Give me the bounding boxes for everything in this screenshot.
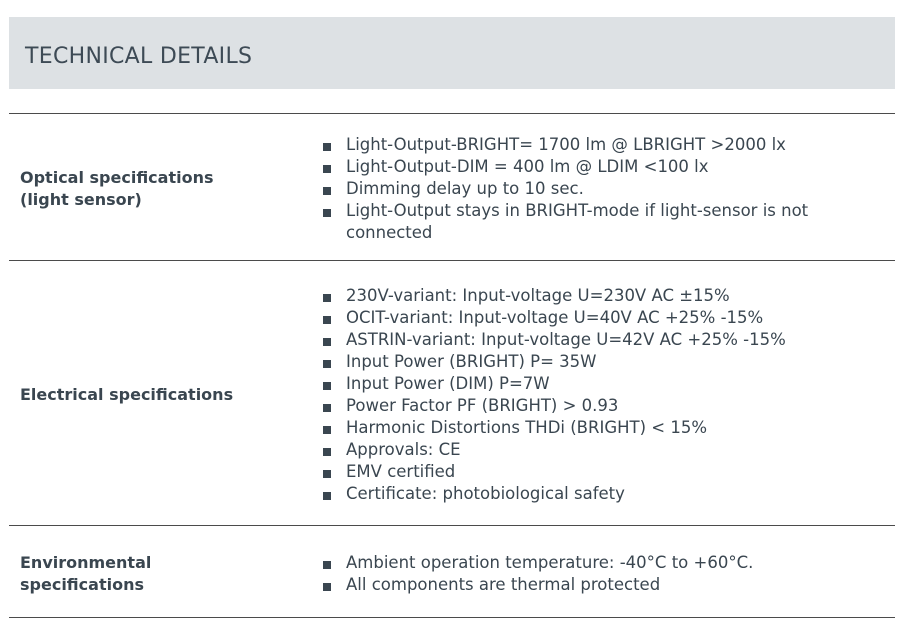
- list-item-text: Harmonic Distortions THDi (BRIGHT) < 15%: [346, 418, 708, 437]
- list-item: [322, 178, 882, 200]
- list-item: [322, 439, 882, 461]
- list-item: [322, 395, 882, 417]
- list-item-text: OCIT-variant: Input-voltage U=40V AC +25% -15%: [346, 308, 764, 327]
- list-item-text: All components are thermal protected: [346, 575, 661, 594]
- divider: [9, 617, 895, 618]
- row-label-line: specifications: [20, 575, 144, 594]
- list-item-text: EMV certified: [346, 462, 456, 481]
- row-label-line: Optical specifications: [20, 168, 214, 187]
- list-item: [322, 461, 882, 483]
- list-item-text-continued: connected: [346, 223, 433, 242]
- electrical-spec-list: [322, 285, 882, 505]
- list-item-text: Power Factor PF (BRIGHT) > 0.93: [346, 396, 619, 415]
- list-item: [322, 351, 882, 373]
- row-label-electrical: [20, 384, 233, 406]
- list-item: [322, 200, 882, 244]
- row-label-line: (light sensor): [20, 190, 142, 209]
- list-item: [322, 574, 882, 596]
- divider: [9, 260, 895, 261]
- row-label-optical: [20, 167, 214, 211]
- list-item-text: Approvals: CE: [346, 440, 461, 459]
- page-title: TECHNICAL DETAILS: [25, 44, 253, 69]
- list-item: [322, 134, 882, 156]
- list-item-text: Ambient operation temperature: -40°C to +60°C.: [346, 553, 754, 572]
- divider: [9, 113, 895, 114]
- list-item-text: ASTRIN-variant: Input-voltage U=42V AC +25% -15%: [346, 330, 786, 349]
- list-item-text: Dimming delay up to 10 sec.: [346, 179, 584, 198]
- list-item-text: Light-Output-DIM = 400 lm @ LDIM <100 lx: [346, 157, 709, 176]
- row-label-line: Electrical specifications: [20, 385, 234, 404]
- list-item: [322, 156, 882, 178]
- list-item-text: Certificate: photobiological safety: [346, 484, 625, 503]
- list-item-text: Light-Output stays in BRIGHT-mode if light-sensor is not: [346, 201, 809, 220]
- list-item: [322, 552, 882, 574]
- divider: [9, 525, 895, 526]
- list-item: [322, 417, 882, 439]
- list-item: [322, 373, 882, 395]
- list-item-text: Input Power (DIM) P=7W: [346, 374, 550, 393]
- optical-spec-list: [322, 134, 882, 244]
- row-label-line: Environmental: [20, 553, 152, 572]
- list-item-text: Light-Output-BRIGHT= 1700 lm @ LBRIGHT >2000 lx: [346, 135, 786, 154]
- list-item-text: 230V-variant: Input-voltage U=230V AC ±15%: [346, 286, 730, 305]
- list-item: [322, 285, 882, 307]
- header-band: [9, 17, 895, 89]
- list-item: [322, 307, 882, 329]
- list-item-text: Input Power (BRIGHT) P= 35W: [346, 352, 597, 371]
- list-item: [322, 329, 882, 351]
- row-label-environmental: [20, 552, 151, 596]
- environmental-spec-list: [322, 552, 882, 596]
- list-item: [322, 483, 882, 505]
